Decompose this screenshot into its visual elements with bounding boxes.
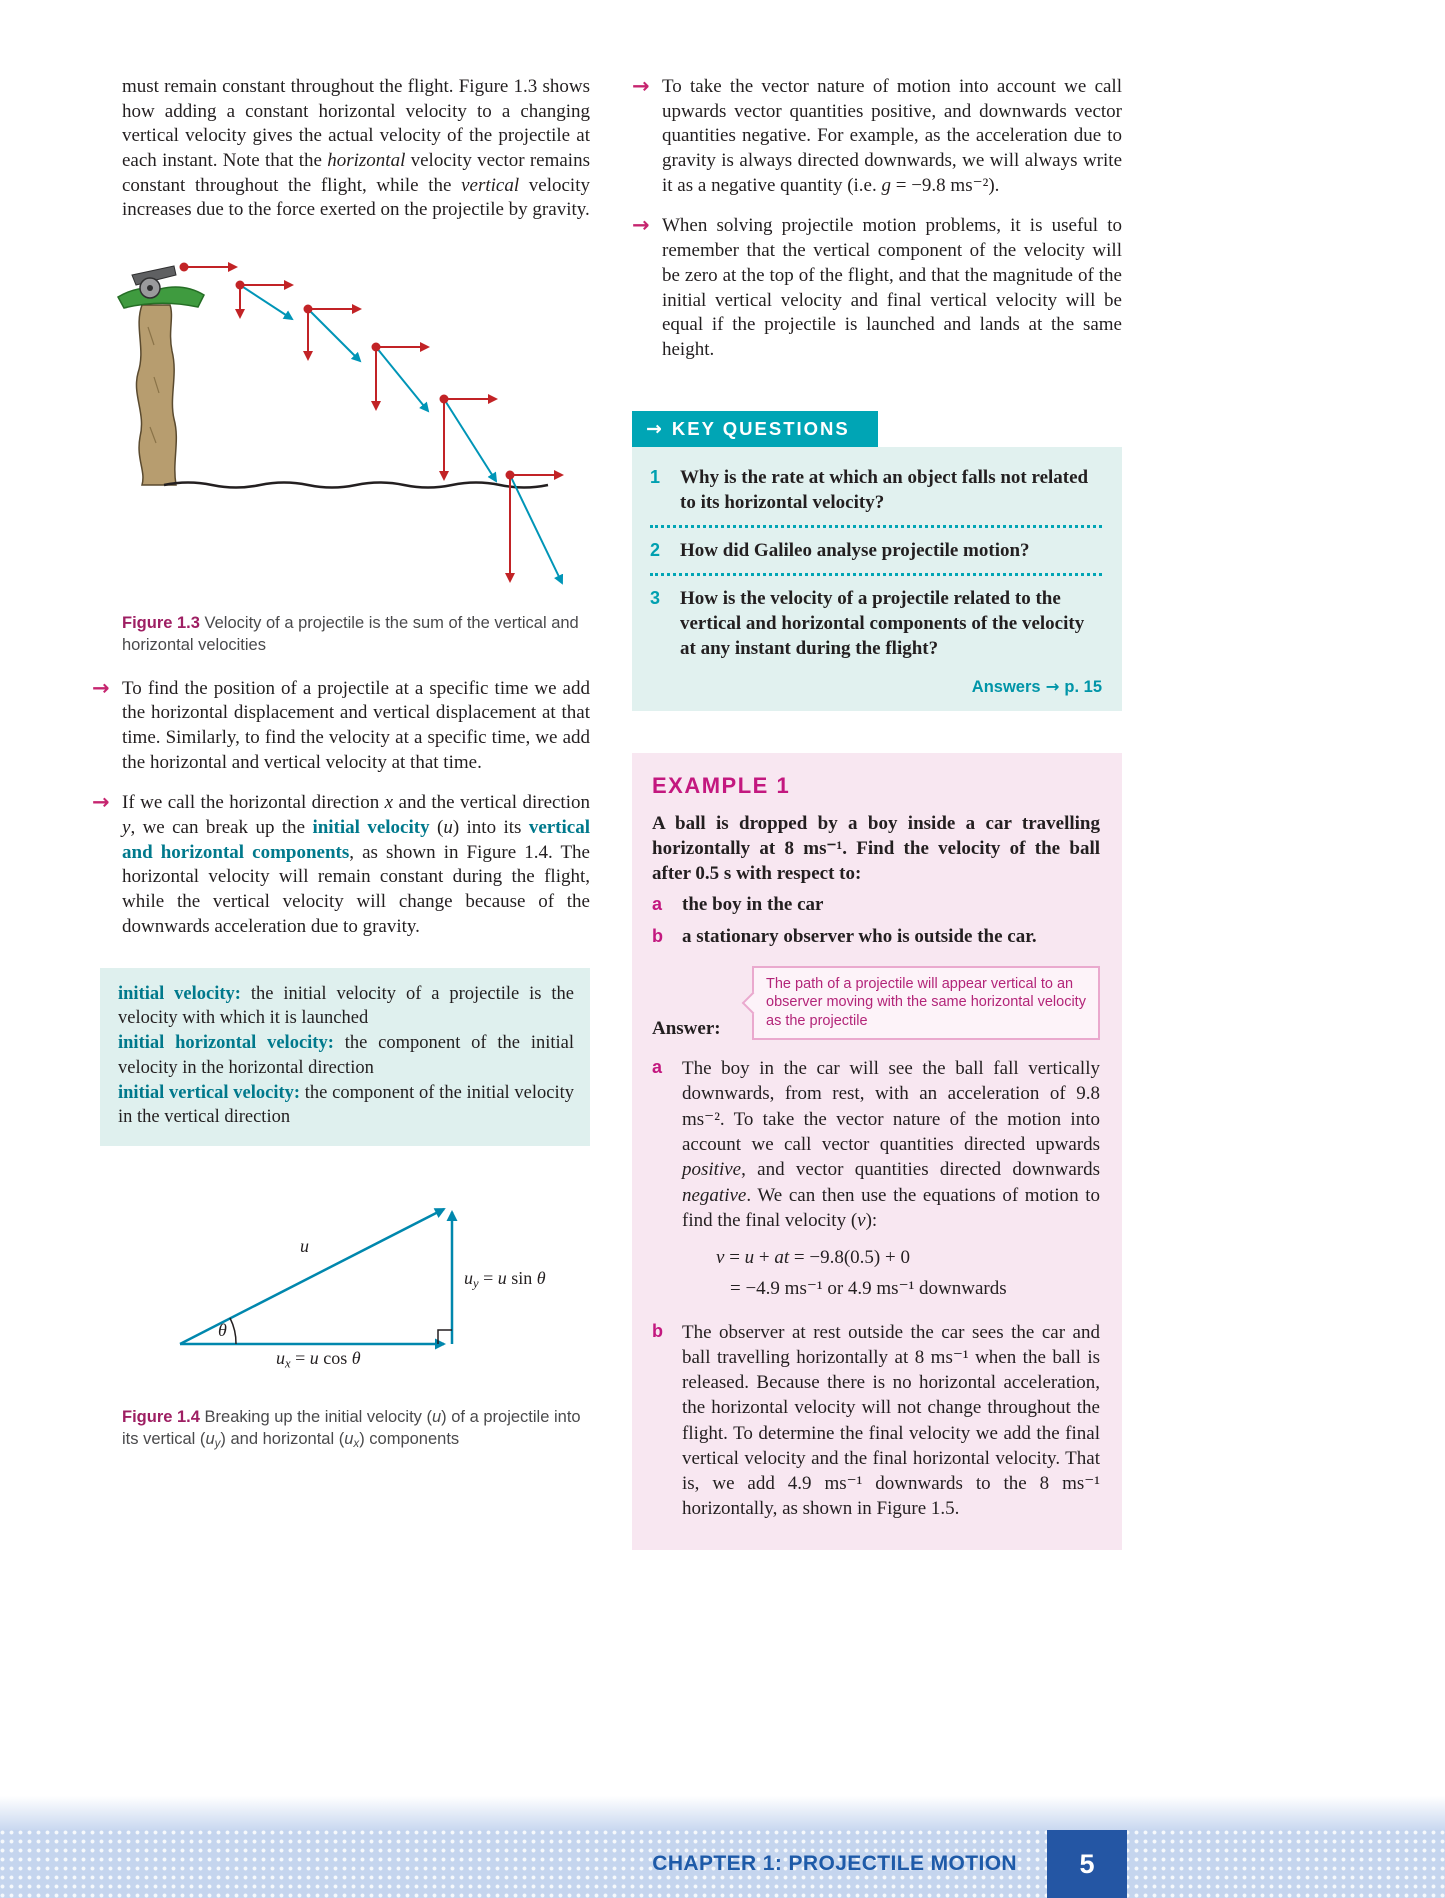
arrow-right-icon: → <box>1045 677 1060 697</box>
key-question-1 <box>650 465 1102 515</box>
key-questions-title: KEY QUESTIONS <box>671 417 850 439</box>
question-number: 2 <box>650 539 661 560</box>
answer-b <box>652 1320 1100 1522</box>
figure-1-3-caption <box>122 612 590 657</box>
item-marker: a <box>652 1057 663 1078</box>
question-number: 3 <box>650 587 661 608</box>
key-questions-header <box>632 411 878 447</box>
theta-label: θ <box>218 1320 227 1341</box>
definition-box <box>100 968 590 1147</box>
definition-initial-horizontal-velocity <box>118 1031 574 1081</box>
arrow-right-icon: → <box>92 790 110 815</box>
hint-callout <box>752 966 1100 1041</box>
bullet-text: To find the position of a projectile at a specific time we add the horizontal displacement and vertical displacement at that time. Similarly, to find the velocity at a specific time, we add the horizontal and vertical velocity at that time. <box>122 677 590 773</box>
answer-a-body <box>682 1056 1100 1303</box>
answer-b-body <box>682 1320 1100 1522</box>
problem-item-a <box>652 893 1100 918</box>
equation-line-2: = −4.9 ms⁻¹ or 4.9 ms⁻¹ downwards <box>730 1278 1007 1300</box>
answers-label: Answers <box>971 678 1041 697</box>
question-text: Why is the rate at which an object falls not related to its horizontal velocity? <box>680 466 1089 513</box>
page-footer <box>0 1796 1445 1898</box>
arrow-right-icon: → <box>646 417 662 440</box>
bullet-text: When solving projectile motion problems, it is useful to remember that the vertical component of the velocity will be zero at the top of the flight, and that the magnitude of the initial vertical velocity and final vertical velocity will be equal if the projectile is launched and lands at the same height. <box>662 215 1122 360</box>
answer-a-text: The boy in the car will see the ball fall vertically downwards, from rest, with an acceleration of 9.8 ms⁻². To take the vector nature of the motion into account we call vector quantities directed upwards positive, and vector quantities directed downwards negative. We can then use the equations of motion to find the final velocity (v): <box>682 1058 1100 1231</box>
angle-arc <box>230 1318 236 1344</box>
example-problem: A ball is dropped by a boy inside a car travelling horizontally at 8 ms⁻¹. Find the velocity of the ball after 0.5 s with respect to: <box>652 813 1100 885</box>
page-number: 5 <box>1079 1848 1095 1879</box>
arrow-right-icon: → <box>92 675 110 700</box>
definition-term: initial horizontal velocity: <box>118 1033 334 1054</box>
definition-term: initial vertical velocity: <box>118 1082 301 1103</box>
figure-1-4-caption-text: Breaking up the initial velocity (u) of a projectile into its vertical (uy) and horizontal (ux) components <box>122 1408 581 1451</box>
figure-1-4 <box>150 1184 595 1382</box>
uy-label: uy = u sin θ <box>464 1268 546 1291</box>
example-1-box <box>632 753 1122 1550</box>
arrow-right-icon: → <box>632 74 650 98</box>
definition-initial-vertical-velocity <box>118 1081 574 1131</box>
example-title: EXAMPLE 1 <box>652 773 791 799</box>
answers-reference <box>650 677 1102 697</box>
page-number-badge <box>1047 1830 1127 1898</box>
u-label: u <box>300 1236 309 1257</box>
velocity-vectors <box>180 263 563 584</box>
figure-1-3-label: Figure 1.3 <box>122 614 200 633</box>
answers-page: p. 15 <box>1064 678 1102 697</box>
bullet-components <box>92 791 590 939</box>
equation-line-1: v = u + at = −9.8(0.5) + 0 <box>716 1247 910 1269</box>
bullet-position-displacement <box>92 677 590 776</box>
key-question-3 <box>650 586 1102 661</box>
problem-item-b <box>652 925 1100 950</box>
answer-a <box>652 1056 1100 1303</box>
definition-desc: the initial velocity of a projectile is the velocity with which it is launched <box>118 983 574 1029</box>
dotted-divider <box>650 573 1102 576</box>
arrow-right-icon: → <box>632 213 650 238</box>
key-question-2 <box>650 538 1102 563</box>
definition-initial-velocity <box>118 982 574 1032</box>
question-text: How did Galileo analyse projectile motion? <box>680 539 1030 561</box>
footer-gradient <box>0 1796 1445 1830</box>
question-text: How is the velocity of a projectile related to the vertical and horizontal components of the velocity at any instant during the flight? <box>680 587 1085 659</box>
figure-1-3-caption-text: Velocity of a projectile is the sum of the vertical and horizontal velocities <box>122 614 579 655</box>
bullet-text: To take the vector nature of motion into account we call upwards vector quantities positive, and downwards vector quantities negative. For example, as the acceleration due to gravity is always directed downwards, we will always write it as a negative quantity (i.e. g = −9.8 ms⁻²). <box>662 76 1122 196</box>
definition-term: initial velocity: <box>118 983 241 1004</box>
answer-label: Answer: <box>652 1018 721 1040</box>
left-column <box>92 75 590 1550</box>
definition-desc: the component of the initial velocity in the horizontal direction <box>118 1033 574 1078</box>
projectile-vectors-illustration <box>110 245 580 597</box>
hint-text: The path of a projectile will appear vertical to an observer moving with the same horizontal velocity as the projectile <box>766 975 1086 1030</box>
chapter-title: CHAPTER 1: PROJECTILE MOTION <box>652 1852 1017 1875</box>
cliff-illustration <box>136 305 176 485</box>
bullet-text: If we call the horizontal direction x and the vertical direction y, we can break up the initial velocity (u) into its vertical and horizontal components, as shown in Figure 1.4. The horizontal velocity will remain constant during the flight, while the vertical velocity will change because of the downwards acceleration due to gravity. <box>122 792 590 937</box>
dotted-divider <box>650 525 1102 528</box>
item-marker: b <box>652 925 663 946</box>
paragraph-velocity-intro: must remain constant throughout the flight. Figure 1.3 shows how adding a constant horizontal velocity to a changing vertical velocity gives the actual velocity of the projectile at each instant. Note that the horizontal velocity vector remains constant throughout the flight, while the vertical velocity increases due to the force exerted on the projectile by gravity. <box>122 76 590 221</box>
figure-1-4-label: Figure 1.4 <box>122 1408 200 1427</box>
answer-header-row <box>652 966 1100 1041</box>
definition-desc: the component of the initial velocity in the vertical direction <box>118 1082 574 1128</box>
key-questions-section <box>632 411 1122 711</box>
item-text: the boy in the car <box>682 894 824 916</box>
right-angle-marker <box>438 1330 452 1344</box>
bullet-vector-nature <box>632 75 1122 198</box>
ground-line <box>164 483 548 488</box>
ux-label: ux = u cos θ <box>276 1348 361 1371</box>
right-column <box>632 75 1122 1550</box>
figure-1-3 <box>110 245 590 602</box>
figure-1-4-caption <box>122 1406 590 1453</box>
projectile-position-dots <box>180 263 515 480</box>
resultant-velocity-vectors <box>240 285 562 583</box>
item-marker: b <box>652 1320 663 1341</box>
question-number: 1 <box>650 466 661 487</box>
vertical-velocity-vectors <box>240 285 510 581</box>
answer-b-text: The observer at rest outside the car sees the car and ball travelling horizontally at 8 ms⁻¹ when the ball is released. Because there is no horizontal acceleration, the horizontal velocity will not change throughout the flight. To determine the final velocity we add the final vertical velocity and the final horizontal velocity. That is, we add 4.9 ms⁻¹ downwards to the 8 ms⁻¹ horizontally, as shown in Figure 1.5. <box>682 1321 1100 1520</box>
item-marker: a <box>652 894 663 915</box>
bullet-solving-problems <box>632 214 1122 362</box>
item-text: a stationary observer who is outside the car. <box>682 925 1037 947</box>
key-questions-box <box>632 447 1122 711</box>
